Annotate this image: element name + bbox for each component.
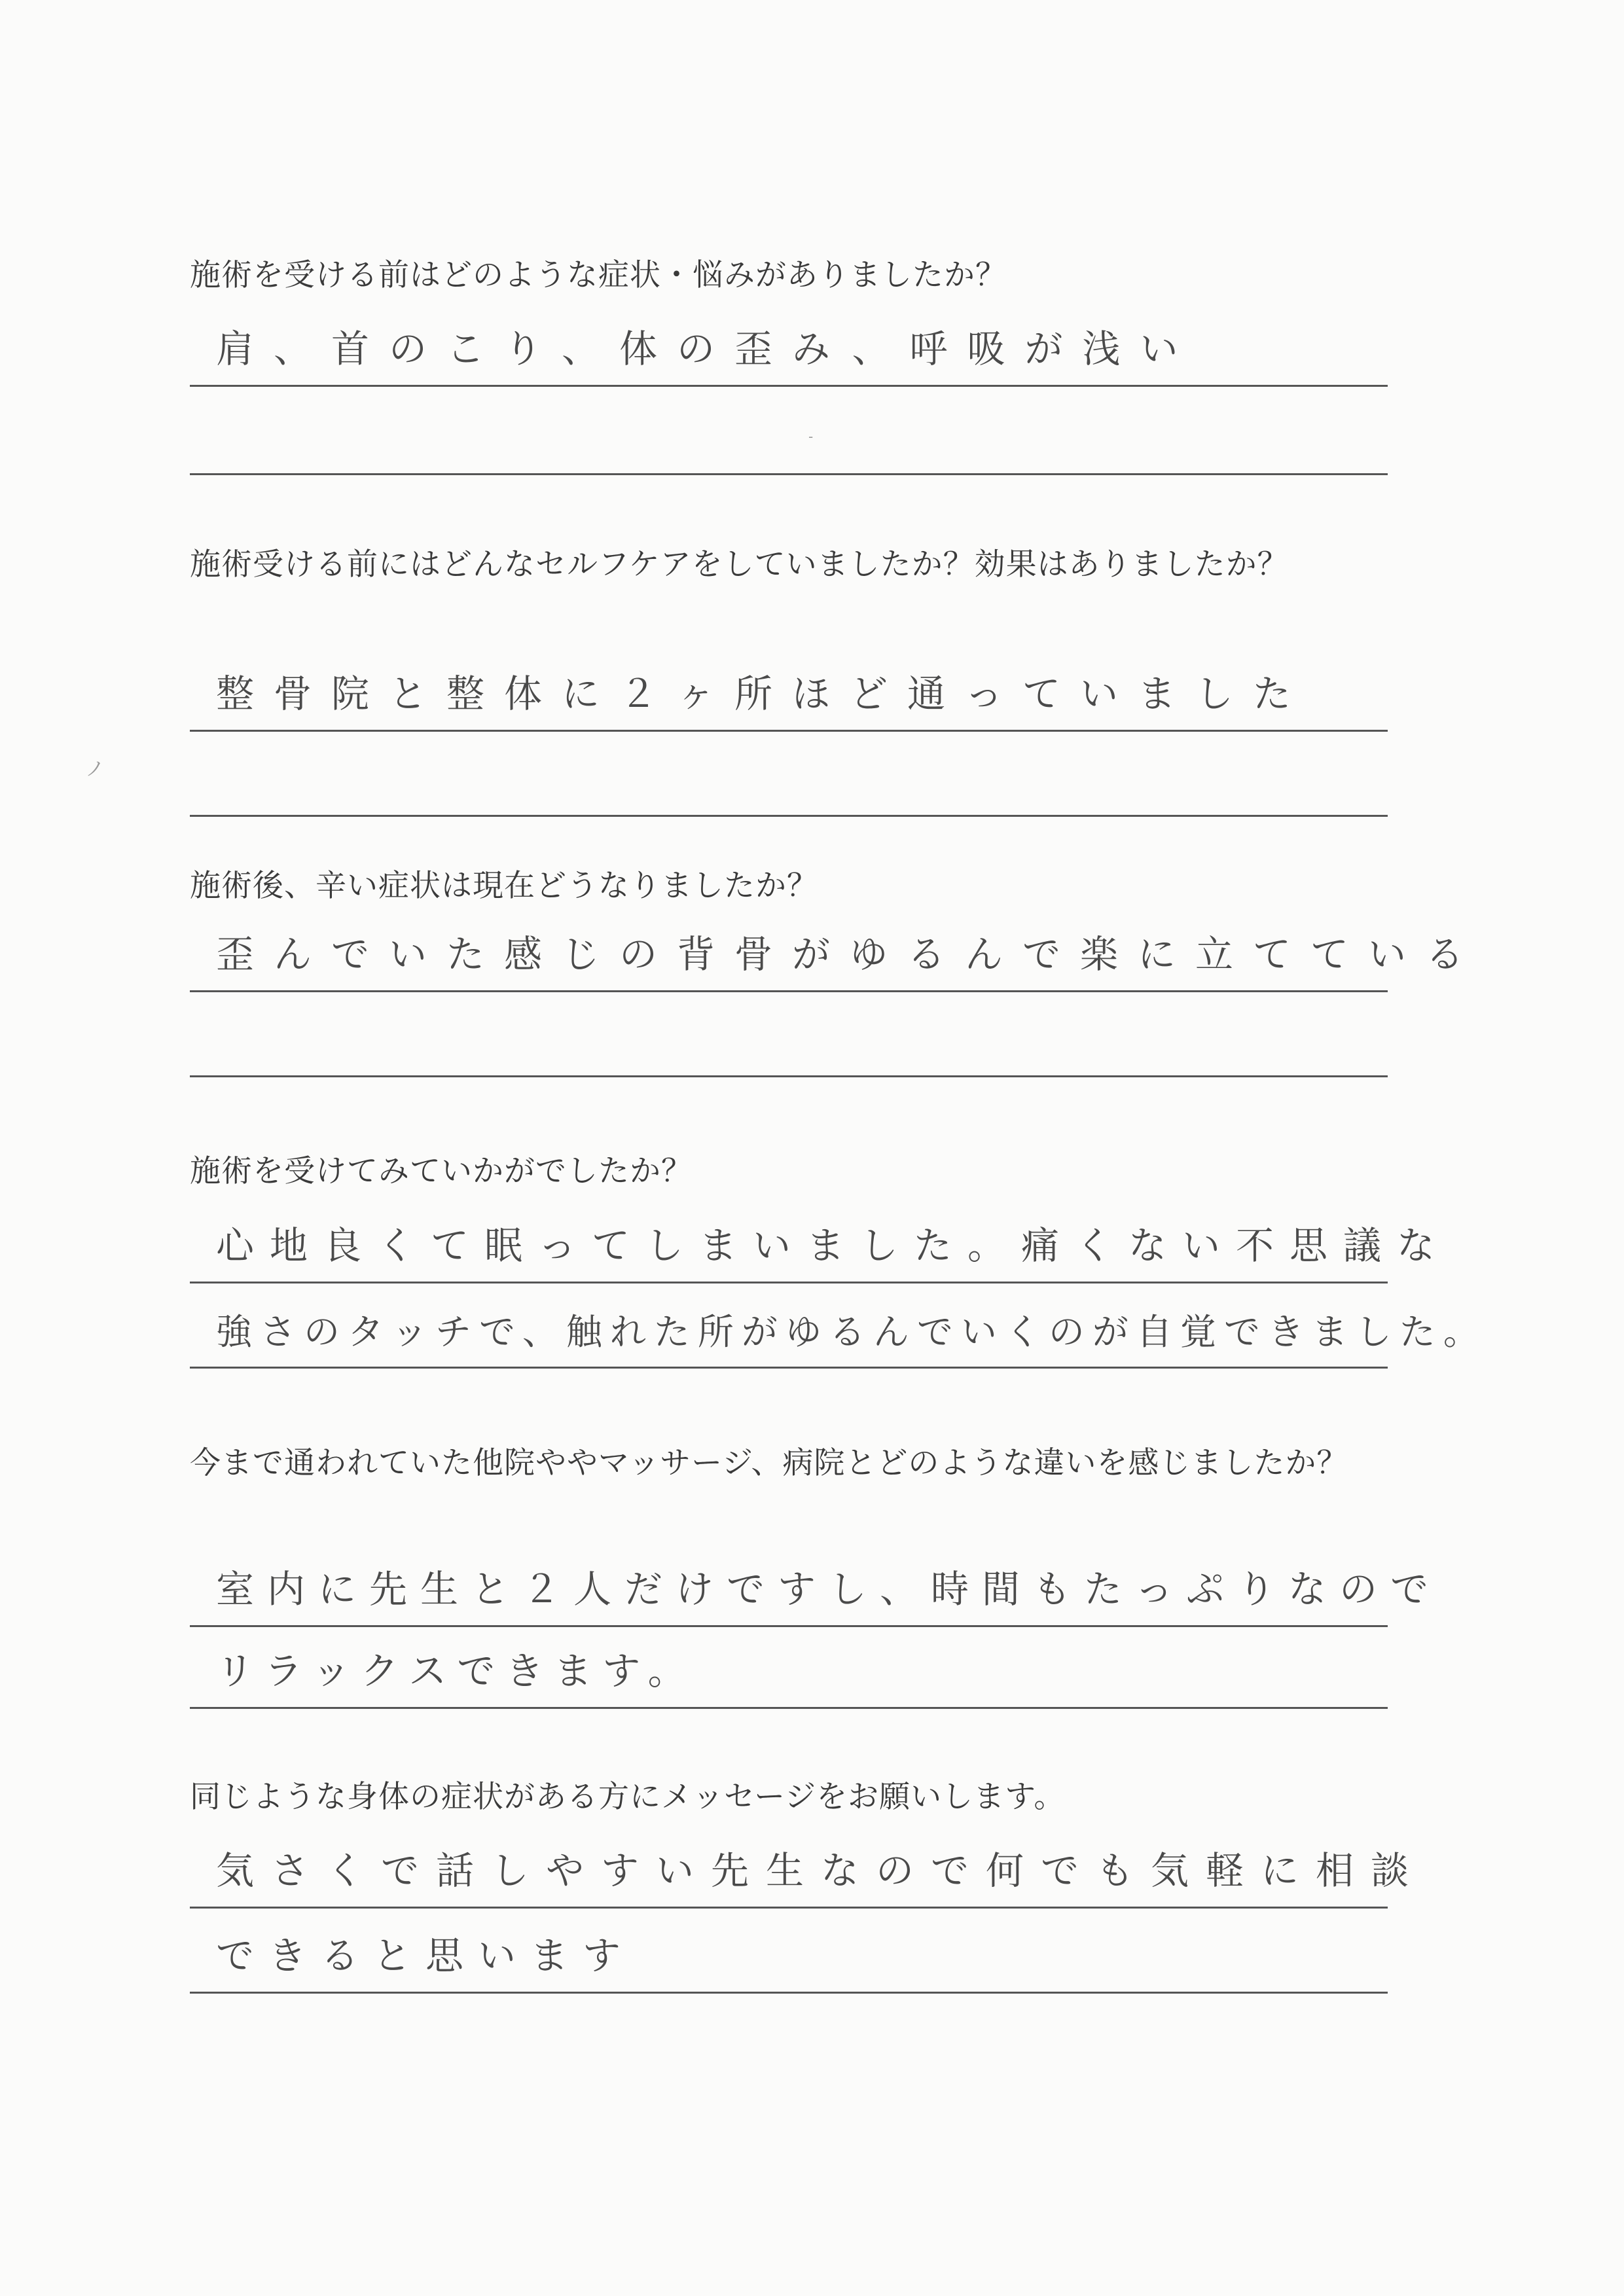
answer-line-2-1 (190, 653, 1388, 732)
scan-mark: - (808, 429, 814, 444)
answer-line-1-1 (190, 308, 1388, 387)
answer-line-6-2 (190, 1914, 1388, 1994)
answer-line-5-1 (190, 1548, 1442, 1627)
question-2: 施術受ける前にはどんなセルフケアをしていましたか？効果はありましたか？ (190, 547, 1289, 583)
scan-mark: ノ (85, 758, 105, 781)
question-1: 施術を受ける前はどのような症状・悩みがありましたか？ (190, 257, 1007, 293)
answer-line-5-2 (190, 1630, 1388, 1709)
answer-4-1: 心地良くて眠ってしまいました。痛くない不思議な (216, 1223, 1451, 1268)
answer-3-1: 歪んでいた感じの背骨がゆるんで楽に立てている (216, 932, 1484, 977)
answer-line-3-1 (190, 913, 1484, 992)
answer-6-2: できると思います (216, 1933, 636, 1978)
answer-5-1: 室内に先生と２人だけですし、時間もたっぷりなので (216, 1567, 1442, 1611)
answer-line-6-1 (190, 1829, 1426, 1909)
answer-line-3-2 (190, 998, 1388, 1077)
answer-4-2: 強さのタッチで、触れた所がゆるんでいくのが自覚できました。 (216, 1311, 1487, 1353)
answer-2-1: 整骨院と整体に２ヶ所ほど通っていました (216, 672, 1311, 716)
question-4: 施術を受けてみていかがでしたか？ (190, 1153, 693, 1189)
answer-line-4-2 (190, 1289, 1487, 1369)
answer-line-1-2 (190, 396, 1388, 475)
answer-line-4-1 (190, 1204, 1451, 1283)
answer-6-1: 気さくで話しやすい先生なので何でも気軽に相談 (216, 1848, 1426, 1893)
answer-5-2: リラックスできます。 (216, 1649, 696, 1693)
question-6: 同じような身体の症状がある方にメッセージをお願いします。 (190, 1779, 1066, 1815)
question-5: 今まで通われていた他院ややマッサージ、病院とどのような違いを感じましたか？ (190, 1445, 1348, 1481)
answer-line-2-2 (190, 738, 1388, 817)
answer-1-1: 肩、首のこり、体の歪み、呼吸が浅い (216, 327, 1198, 371)
question-3: 施術後、辛い症状は現在どうなりましたか？ (190, 868, 818, 904)
